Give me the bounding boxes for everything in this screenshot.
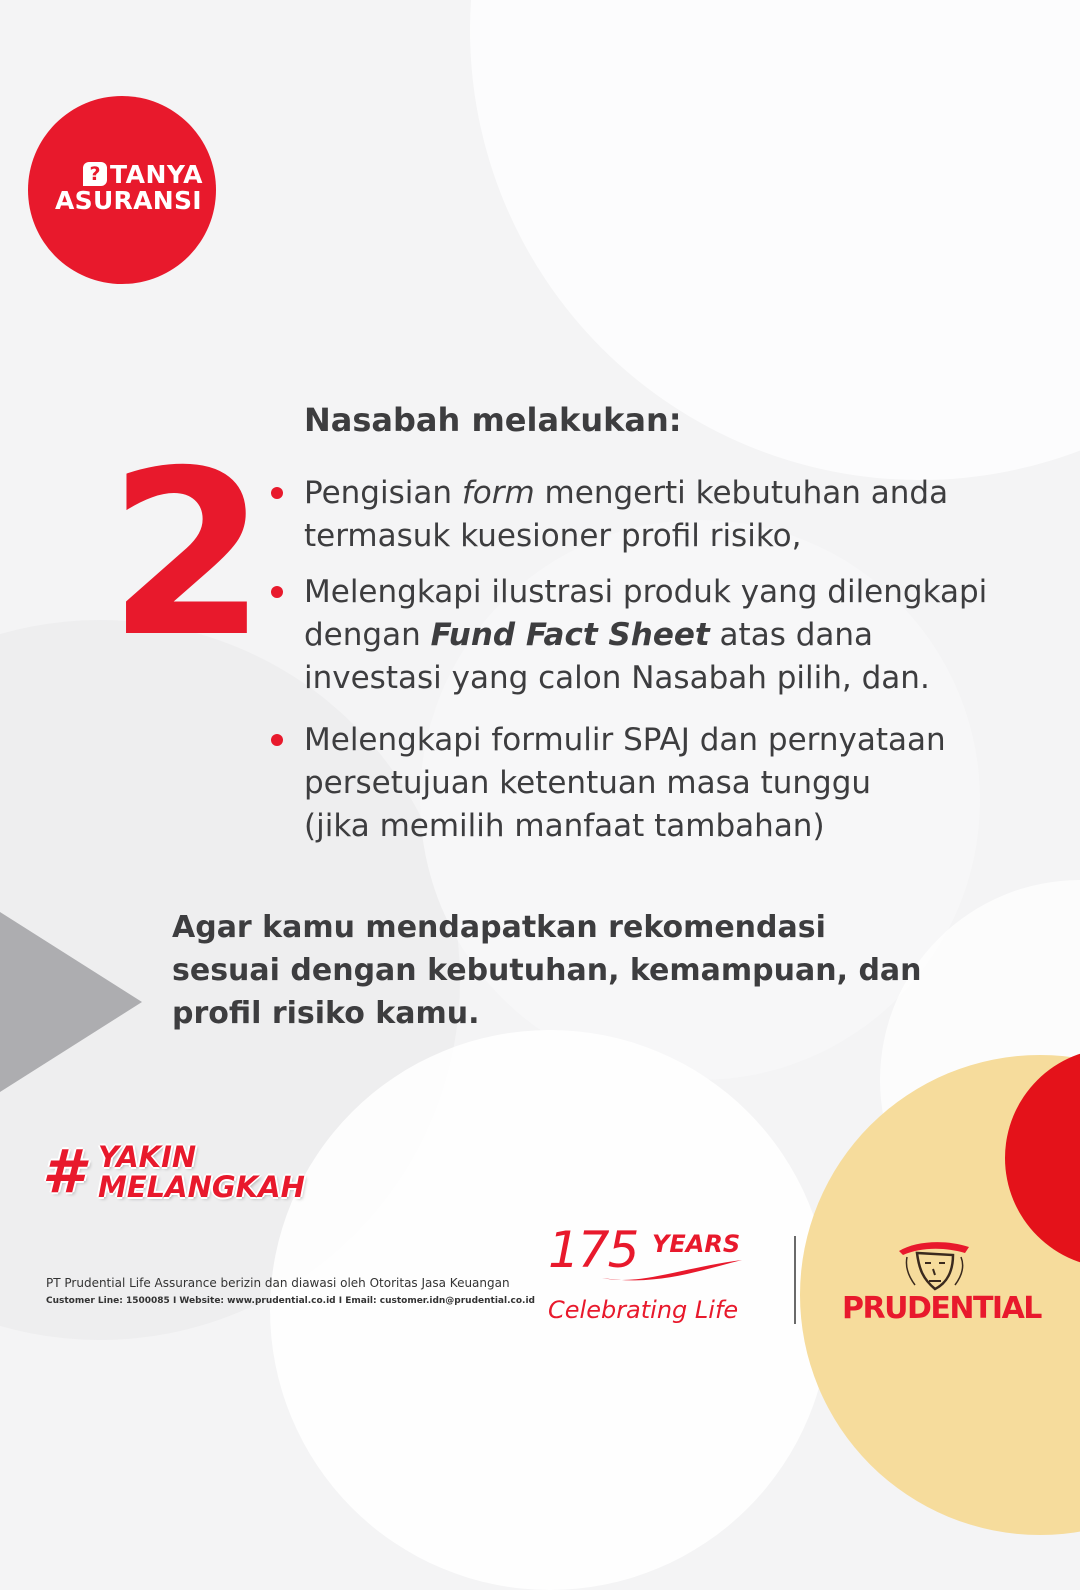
bullet-line: persetujuan ketentuan masa tunggu — [304, 765, 872, 801]
bullet-line: termasuk kuesioner profil risiko, — [304, 518, 802, 554]
hashtag-line: YAKIN — [98, 1140, 197, 1174]
bullet-line: Melengkapi ilustrasi produk yang dilengkapi — [304, 574, 988, 610]
section-heading: Nasabah melakukan: — [304, 401, 682, 439]
conclusion-line: profil risiko kamu. — [172, 996, 480, 1031]
bullet-line: Melengkapi formulir SPAJ dan pernyataan — [304, 722, 946, 758]
gray-triangle-accent — [0, 912, 142, 1092]
question-bubble-icon: ? — [83, 162, 107, 186]
footer-divider — [794, 1236, 796, 1324]
bullet-item — [304, 472, 1004, 558]
bullet-line: Pengisian form mengerti kebutuhan anda — [304, 475, 949, 511]
bullet-item — [304, 571, 1004, 700]
hash-symbol: # — [42, 1137, 84, 1207]
anniversary-number: 175 — [548, 1221, 638, 1279]
conclusion-line: sesuai dengan kebutuhan, kemampuan, dan — [172, 953, 922, 988]
bullet-item — [304, 719, 1004, 848]
swoosh-icon — [600, 1256, 745, 1286]
bullet-line: (jika memilih manfaat tambahan) — [304, 808, 825, 844]
bullet-line: investasi yang calon Nasabah pilih, dan. — [304, 660, 930, 696]
anniversary-tagline: Celebrating Life — [548, 1296, 739, 1324]
bullet-line: dengan Fund Fact Sheet atas dana — [304, 617, 874, 653]
logo-text-tanya: TANYA — [110, 160, 203, 189]
tanya-asuransi-logo — [28, 96, 216, 284]
hashtag-yakin-melangkah — [42, 1137, 305, 1210]
conclusion-line: Agar kamu mendapatkan rekomendasi — [172, 910, 826, 945]
bullet-dot-icon — [271, 734, 283, 746]
prudential-rock-head-icon — [895, 1235, 975, 1293]
logo-text-asuransi: ASURANSI — [55, 186, 202, 215]
bullet-dot-icon — [271, 487, 283, 499]
contact-info: Customer Line: 1500085 I Website: www.prudential.co.id I Email: customer.idn@prudential.co.id — [46, 1296, 535, 1306]
hashtag-line: MELANGKAH — [98, 1170, 305, 1204]
legal-disclaimer: PT Prudential Life Assurance berizin dan diawasi oleh Otoritas Jasa Keuangan — [46, 1276, 510, 1290]
anniversary-years: YEARS — [652, 1230, 741, 1258]
step-number: 2 — [108, 421, 267, 687]
bullet-dot-icon — [271, 586, 283, 598]
prudential-wordmark: PRUDENTIAL — [842, 1291, 1041, 1326]
conclusion-text — [172, 906, 972, 1035]
